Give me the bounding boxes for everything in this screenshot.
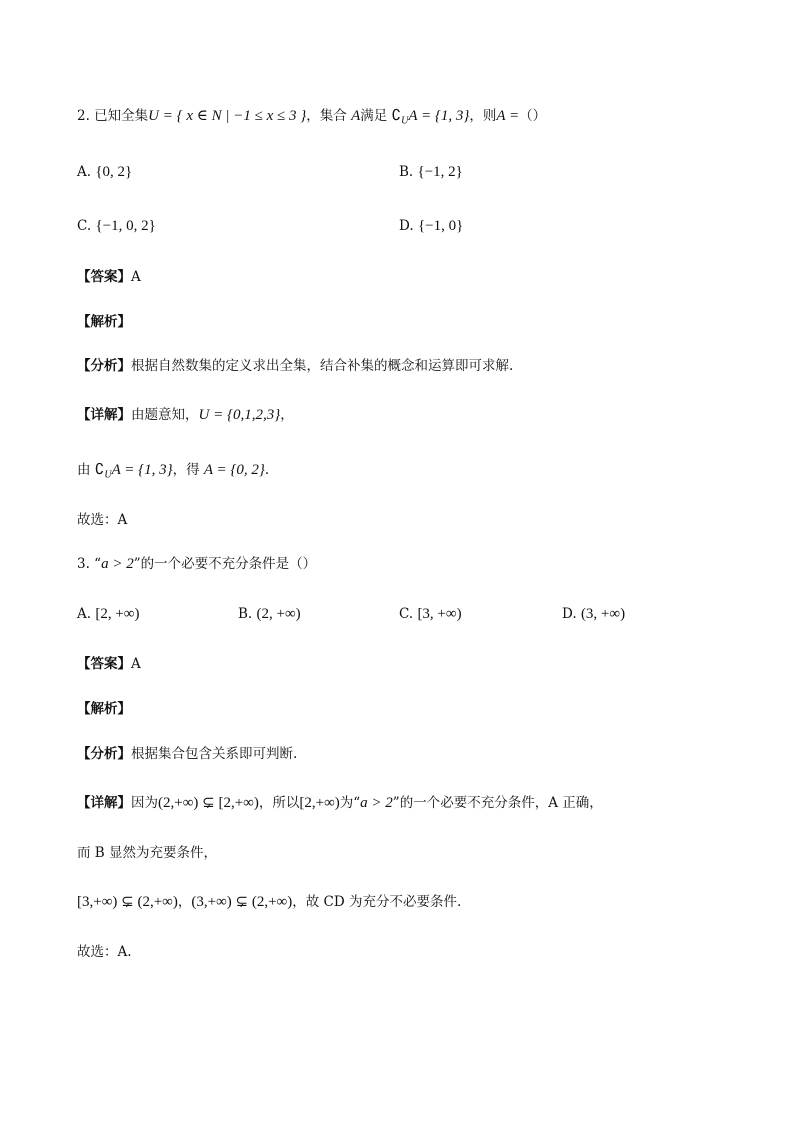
q3-option-c xyxy=(399,605,462,623)
q2-stem xyxy=(77,107,546,131)
q2-condition: A = {1, 3} xyxy=(408,108,470,124)
complement-sub: U xyxy=(104,469,112,481)
q2-analysis-tag: 【解析】 xyxy=(77,314,131,330)
option-label: B. xyxy=(399,164,414,180)
detail-math: (3,+∞) ⊊ (2,+∞) xyxy=(191,894,293,910)
q2-A-eq: A = xyxy=(496,108,520,124)
q2-detail-2 xyxy=(77,461,269,485)
q2-option-a xyxy=(77,163,132,181)
fenxi-tag: 【分析】 xyxy=(77,746,131,762)
detail-prefix: 由 xyxy=(77,462,91,478)
fenxi-text: 根据自然数集的定义求出全集，结合补集的概念和运算即可求解. xyxy=(131,358,514,374)
option-value: {−1, 0} xyxy=(417,218,464,234)
q3-detail-2: 而 B 显然为充要条件， xyxy=(77,845,218,861)
detail-text: ，所以 xyxy=(258,795,300,811)
detail-mid: ，得 xyxy=(172,462,200,478)
q2-answer xyxy=(77,268,141,286)
answer-value: A xyxy=(131,269,141,285)
q3-fenxi xyxy=(77,745,297,763)
detail-tag: 【详解】 xyxy=(77,795,131,811)
q3-option-b xyxy=(238,605,301,623)
q2-comp-sub: U xyxy=(401,115,409,127)
q3-option-d xyxy=(562,605,625,623)
answer-value: A xyxy=(131,656,141,672)
q3-stem-suffix: ”的一个必要不充分条件是（） xyxy=(133,556,317,572)
option-value: [3, +∞) xyxy=(417,606,462,622)
detail-text: ”的一个必要不充分条件，A 正确， xyxy=(392,795,603,811)
q2-set-U: U = { x ∈ N | −1 ≤ x ≤ 3 } xyxy=(148,108,307,124)
detail-text: ，故 CD 为充分不必要条件. xyxy=(292,894,462,910)
q2-fenxi xyxy=(77,357,513,375)
detail-end: . xyxy=(264,462,270,478)
q2-option-c xyxy=(77,217,156,235)
option-label: A. xyxy=(77,606,92,622)
answer-tag: 【答案】 xyxy=(77,269,131,285)
option-label: C. xyxy=(77,218,92,234)
q2-detail-1 xyxy=(77,406,294,424)
q3-detail-1 xyxy=(77,794,603,812)
option-value: (3, +∞) xyxy=(580,606,626,622)
option-label: B. xyxy=(238,606,253,622)
option-value: {0, 2} xyxy=(95,164,133,180)
detail-math: A = {1, 3} xyxy=(111,462,173,478)
option-label: C. xyxy=(399,606,414,622)
option-label: A. xyxy=(77,164,92,180)
detail-math: [3,+∞) ⊊ (2,+∞) xyxy=(77,894,178,910)
q2-stem-end: ，则 xyxy=(469,108,497,124)
q2-comp-symbol: ∁ xyxy=(391,108,402,124)
q3-option-a xyxy=(77,605,140,623)
detail-tag: 【详解】 xyxy=(77,407,131,423)
detail-math: [2,+∞) xyxy=(299,795,340,811)
q3-stem-prefix: 3. “ xyxy=(77,556,102,572)
q2-stem-mid2: 满足 xyxy=(360,108,388,124)
option-value: {−1, 0, 2} xyxy=(95,218,156,234)
detail-text: 由题意知， xyxy=(131,407,199,423)
detail-math: U = {0,1,2,3} xyxy=(198,407,281,423)
detail-text: ， xyxy=(177,894,192,910)
q2-set-A: A xyxy=(351,108,361,124)
detail-text: 为“ xyxy=(339,795,361,811)
q3-stem-math: a > 2 xyxy=(101,556,134,572)
fenxi-text: 根据集合包含关系即可判断. xyxy=(131,746,298,762)
complement-symbol: ∁ xyxy=(94,462,105,478)
answer-tag: 【答案】 xyxy=(77,656,131,672)
q2-stem-prefix: 2. 已知全集 xyxy=(77,108,149,124)
option-value: (2, +∞) xyxy=(256,606,301,622)
q2-paren: （） xyxy=(519,108,547,124)
detail-end: ， xyxy=(280,407,294,423)
q2-option-d xyxy=(399,217,463,235)
q3-detail-3 xyxy=(77,893,461,911)
option-label: D. xyxy=(399,218,414,234)
option-value: [2, +∞) xyxy=(95,606,140,622)
detail-math: A = {0, 2} xyxy=(203,462,265,478)
q3-stem xyxy=(77,555,316,573)
detail-math: a > 2 xyxy=(360,795,393,811)
q2-stem-mid: ，集合 xyxy=(306,108,347,124)
q2-choose: 故选：A xyxy=(77,512,128,528)
option-value: {−1, 2} xyxy=(417,164,463,180)
option-label: D. xyxy=(562,606,577,622)
q2-option-b xyxy=(399,163,463,181)
detail-math: (2,+∞) ⊊ [2,+∞) xyxy=(158,795,259,811)
detail-text: 因为 xyxy=(131,795,158,811)
fenxi-tag: 【分析】 xyxy=(77,358,131,374)
q3-answer xyxy=(77,655,141,673)
q3-choose: 故选：A. xyxy=(77,944,132,960)
q3-analysis-tag: 【解析】 xyxy=(77,701,131,717)
